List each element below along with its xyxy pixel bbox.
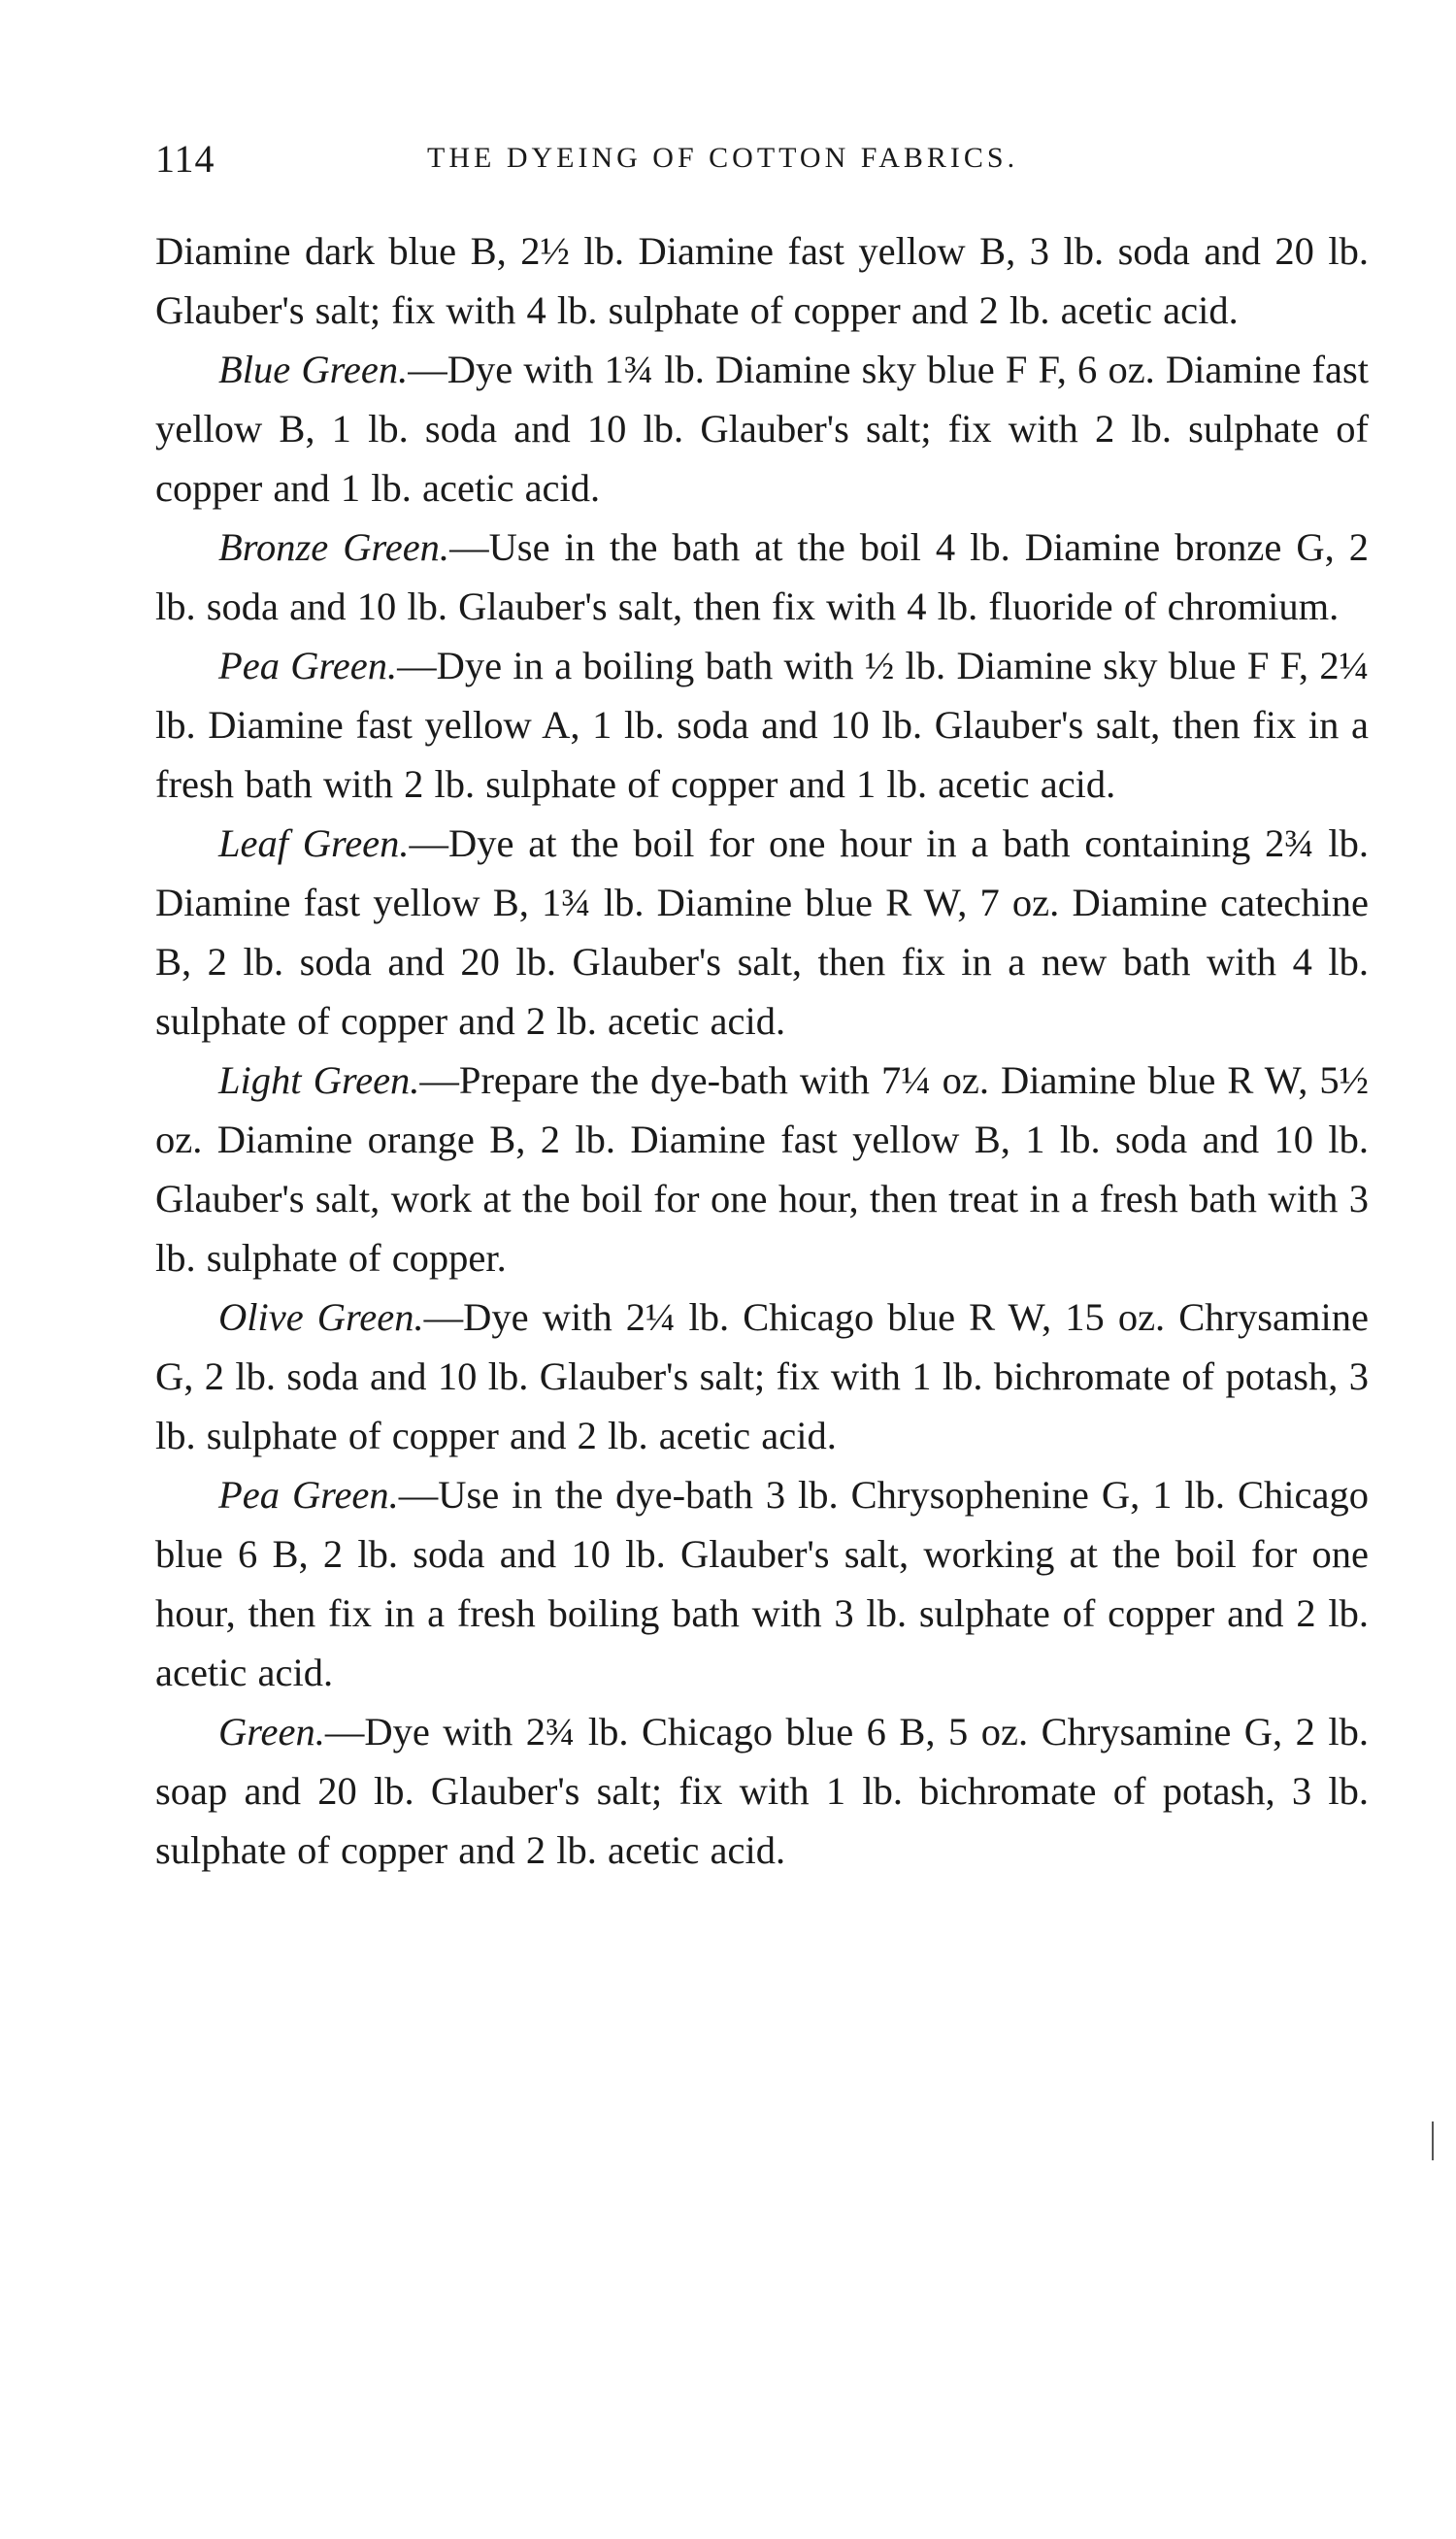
paragraph-text: —Use in the dye-bath 3 lb. Chrysophenine G, 1 lb. Chicago blue 6 B, 2 lb. soda and 10 lb. Glauber's salt, working at the boil for one hour, then fix in a fresh boiling bath with 3 lb. sulphate of copper and 2 lb. acetic acid.	[155, 1473, 1369, 1694]
page-header	[155, 136, 1369, 194]
paragraph-green	[155, 1702, 1369, 1880]
paragraph-text: —Use in the bath at the boil 4 lb. Diamine bronze G, 2 lb. soda and 10 lb. Glauber's salt, then fix with 4 lb. fluoride of chromium.	[155, 525, 1369, 628]
recipe-label: Leaf Green.	[218, 821, 410, 865]
paragraph-text: Diamine dark blue B, 2½ lb. Diamine fast yellow B, 3 lb. soda and 20 lb. Glauber's salt; fix with 4 lb. sulphate of copper and 2 lb. acetic acid.	[155, 229, 1369, 332]
paragraph-light-green	[155, 1051, 1369, 1287]
recipe-label: Olive Green.	[218, 1295, 424, 1339]
paragraph-leaf-green	[155, 814, 1369, 1051]
paragraph-continued	[155, 221, 1369, 340]
recipe-label: Pea Green.	[218, 644, 398, 687]
recipe-label: Bronze Green.	[218, 525, 450, 569]
recipe-label: Light Green.	[218, 1058, 420, 1102]
paragraph-text: —Dye at the boil for one hour in a bath containing 2¾ lb. Diamine fast yellow B, 1¾ lb. Diamine blue R W, 7 oz. Diamine catechine B, 2 lb. soda and 20 lb. Glauber's salt, then fix in a new bath with 4 lb. sulphate of copper and 2 lb. acetic acid.	[155, 821, 1369, 1043]
paragraph-olive-green	[155, 1287, 1369, 1465]
margin-mark	[1432, 2121, 1434, 2160]
paragraph-pea-green	[155, 636, 1369, 814]
paragraph-text: —Prepare the dye-bath with 7¼ oz. Diamine blue R W, 5½ oz. Diamine orange B, 2 lb. Diamine fast yellow B, 1 lb. soda and 10 lb. Glauber's salt, work at the boil for one hour, then treat in a fresh bath with 3 lb. sulphate of copper.	[155, 1058, 1369, 1280]
body-text	[155, 221, 1369, 1880]
recipe-label: Blue Green.	[218, 348, 409, 391]
recipe-label: Green.	[218, 1710, 325, 1754]
running-head: THE DYEING OF COTTON FABRICS.	[427, 142, 1019, 174]
paragraph-blue-green	[155, 340, 1369, 518]
page-number: 114	[155, 137, 215, 181]
paragraph-text: —Dye in a boiling bath with ½ lb. Diamine sky blue F F, 2¼ lb. Diamine fast yellow A, 1 lb. soda and 10 lb. Glauber's salt, then fix in a fresh bath with 2 lb. sulphate of copper and 1 lb. acetic acid.	[155, 644, 1369, 806]
paragraph-pea-green-2	[155, 1465, 1369, 1702]
paragraph-text: —Dye with 1¾ lb. Diamine sky blue F F, 6 oz. Diamine fast yellow B, 1 lb. soda and 10 lb. Glauber's salt; fix with 2 lb. sulphate of copper and 1 lb. acetic acid.	[155, 348, 1369, 510]
paragraph-text: —Dye with 2¼ lb. Chicago blue R W, 15 oz. Chrysamine G, 2 lb. soda and 10 lb. Glauber's salt; fix with 1 lb. bichromate of potash, 3 lb. sulphate of copper and 2 lb. acetic acid.	[155, 1295, 1369, 1457]
paragraph-text: —Dye with 2¾ lb. Chicago blue 6 B, 5 oz. Chrysamine G, 2 lb. soap and 20 lb. Glauber's salt; fix with 1 lb. bichromate of potash, 3 lb. sulphate of copper and 2 lb. acetic acid.	[155, 1710, 1369, 1872]
paragraph-bronze-green	[155, 518, 1369, 636]
recipe-label: Pea Green.	[218, 1473, 399, 1517]
